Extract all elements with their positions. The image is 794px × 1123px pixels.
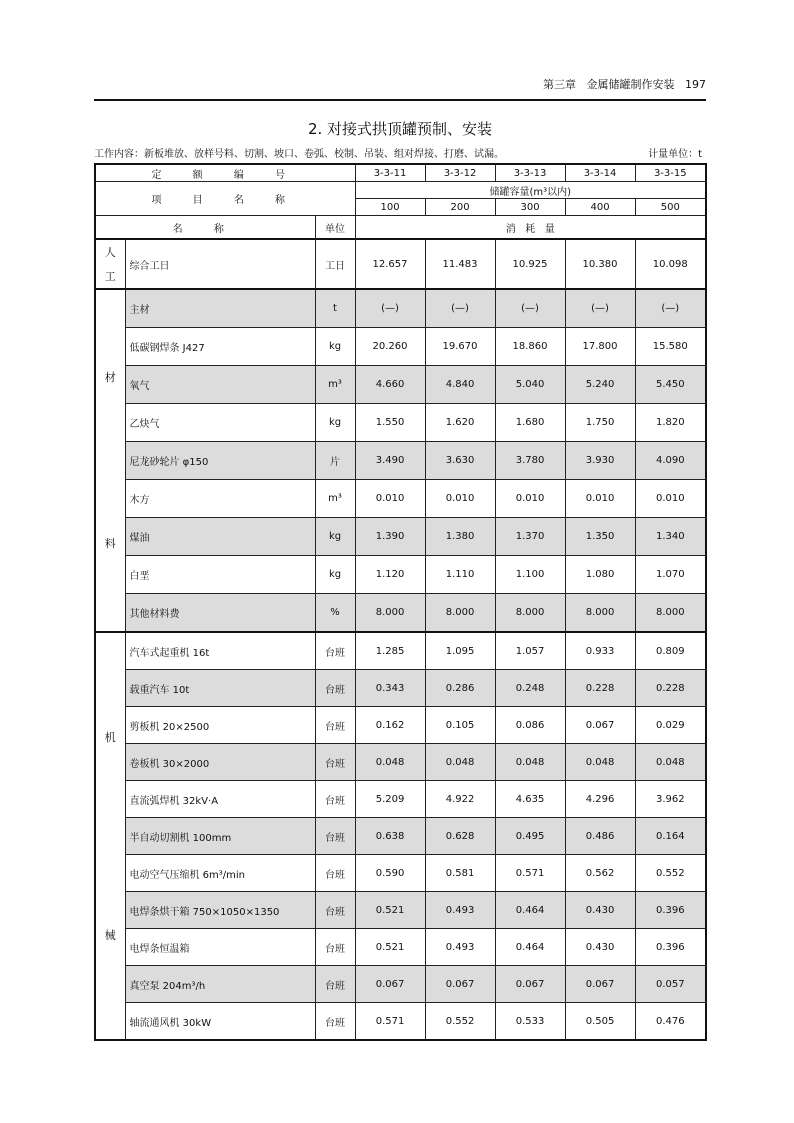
consumption-value: 0.048 [635, 744, 706, 781]
consumption-value: 0.396 [635, 892, 706, 929]
consumption-value: 0.495 [495, 818, 565, 855]
consumption-value: 0.010 [425, 480, 495, 518]
consumption-value: 3.780 [495, 442, 565, 480]
consumption-value: 0.067 [565, 966, 635, 1003]
consumption-value: 0.628 [425, 818, 495, 855]
name-column-header: 名 称 [95, 216, 315, 240]
table-row [95, 670, 706, 707]
consumption-value: 0.552 [635, 855, 706, 892]
item-unit: 工日 [315, 239, 355, 289]
category-cell [95, 632, 125, 1040]
item-unit: m³ [315, 366, 355, 404]
consumption-value: 1.070 [635, 556, 706, 594]
consumption-value: 4.296 [565, 781, 635, 818]
consumption-value: 1.100 [495, 556, 565, 594]
item-name: 白垩 [125, 556, 315, 594]
quota-code: 3-3-12 [425, 164, 495, 182]
item-unit: kg [315, 518, 355, 556]
measurement-unit: 计量单位：t [648, 149, 702, 160]
category-label: 械 [104, 928, 116, 942]
table-row [95, 1003, 706, 1041]
item-unit: 台班 [315, 1003, 355, 1041]
consumption-value: 10.380 [565, 239, 635, 289]
item-name: 轴流通风机 30kW [125, 1003, 315, 1041]
category-label: 工 [104, 269, 116, 283]
category-label: 人 [104, 245, 116, 259]
consumption-value: 4.840 [425, 366, 495, 404]
consumption-value: 0.486 [565, 818, 635, 855]
item-name-label: 项 目 名 称 [95, 182, 355, 216]
capacity-value: 400 [565, 199, 635, 216]
item-unit: 台班 [315, 632, 355, 670]
table-row [95, 289, 706, 328]
consumption-value: 0.086 [495, 707, 565, 744]
item-name: 煤油 [125, 518, 315, 556]
table-row [95, 442, 706, 480]
table-row [95, 239, 706, 289]
consumption-value: 17.800 [565, 328, 635, 366]
item-name: 剪板机 20×2500 [125, 707, 315, 744]
item-name: 尼龙砂轮片 φ150 [125, 442, 315, 480]
consumption-value: (—) [565, 289, 635, 328]
consumption-value: 4.635 [495, 781, 565, 818]
consumption-value: 1.390 [355, 518, 425, 556]
consumption-value: 10.925 [495, 239, 565, 289]
consumption-value: 15.580 [635, 328, 706, 366]
consumption-value: 0.430 [565, 929, 635, 966]
consumption-value: 3.962 [635, 781, 706, 818]
quota-code: 3-3-15 [635, 164, 706, 182]
item-unit: 台班 [315, 929, 355, 966]
consumption-value: 0.590 [355, 855, 425, 892]
consumption-value: 0.010 [495, 480, 565, 518]
table-row [95, 966, 706, 1003]
item-unit: kg [315, 404, 355, 442]
item-name: 综合工日 [125, 239, 315, 289]
consumption-value: 1.750 [565, 404, 635, 442]
consumption-value: 0.105 [425, 707, 495, 744]
consumption-value: 3.930 [565, 442, 635, 480]
item-unit: 台班 [315, 781, 355, 818]
category-label: 机 [104, 730, 116, 744]
item-unit: 台班 [315, 855, 355, 892]
consumption-value: 1.370 [495, 518, 565, 556]
table-row [95, 594, 706, 633]
consumption-value: 0.164 [635, 818, 706, 855]
consumption-value: 1.680 [495, 404, 565, 442]
item-unit: 台班 [315, 966, 355, 1003]
page-header [94, 74, 706, 94]
consumption-value: 0.396 [635, 929, 706, 966]
table-row [95, 707, 706, 744]
consumption-value: 1.120 [355, 556, 425, 594]
consumption-value: 0.228 [565, 670, 635, 707]
work-content-line [94, 145, 706, 159]
consumption-value: 0.476 [635, 1003, 706, 1041]
consumption-value: 0.581 [425, 855, 495, 892]
category-cell [95, 289, 125, 632]
item-unit: 台班 [315, 707, 355, 744]
consumption-value: 4.660 [355, 366, 425, 404]
consumption-value: 5.450 [635, 366, 706, 404]
consumption-value: 0.571 [495, 855, 565, 892]
item-name: 木方 [125, 480, 315, 518]
item-name: 直流弧焊机 32kV·A [125, 781, 315, 818]
item-name: 其他材料费 [125, 594, 315, 633]
consumption-value: 0.228 [635, 670, 706, 707]
consumption-value: 0.571 [355, 1003, 425, 1041]
header-rule [94, 99, 706, 101]
consumption-value: 12.657 [355, 239, 425, 289]
consumption-value: 1.380 [425, 518, 495, 556]
table-row [95, 556, 706, 594]
consumption-value: 1.080 [565, 556, 635, 594]
table-row [95, 818, 706, 855]
consumption-value: 19.670 [425, 328, 495, 366]
quota-code: 3-3-14 [565, 164, 635, 182]
capacity-label: 储罐容量(m³以内) [355, 182, 706, 199]
consumption-value: 0.464 [495, 892, 565, 929]
item-name: 主材 [125, 289, 315, 328]
quota-code: 3-3-13 [495, 164, 565, 182]
consumption-value: 0.521 [355, 892, 425, 929]
consumption-value: 0.521 [355, 929, 425, 966]
consumption-value: 8.000 [495, 594, 565, 633]
consumption-value: 10.098 [635, 239, 706, 289]
item-name: 载重汽车 10t [125, 670, 315, 707]
table-row [95, 781, 706, 818]
category-cell [95, 239, 125, 289]
item-name: 半自动切割机 100mm [125, 818, 315, 855]
item-name: 电动空气压缩机 6m³/min [125, 855, 315, 892]
consumption-value: 0.638 [355, 818, 425, 855]
consumption-value: 11.483 [425, 239, 495, 289]
item-name: 乙炔气 [125, 404, 315, 442]
category-label: 材 [104, 370, 116, 384]
item-name: 电焊条恒温箱 [125, 929, 315, 966]
capacity-value: 500 [635, 199, 706, 216]
consumption-value: 0.505 [565, 1003, 635, 1041]
consumption-value: 1.340 [635, 518, 706, 556]
work-content: 工作内容：新板堆放、放样号料、切割、坡口、卷弧、校制、吊装、组对焊接、打磨、试漏。 [94, 149, 504, 160]
item-unit: 台班 [315, 670, 355, 707]
consumption-value: 0.029 [635, 707, 706, 744]
consumption-value: 8.000 [425, 594, 495, 633]
consumption-value: 8.000 [635, 594, 706, 633]
consumption-value: 3.490 [355, 442, 425, 480]
table-row [95, 366, 706, 404]
consumption-value: 0.067 [425, 966, 495, 1003]
consumption-value: (—) [635, 289, 706, 328]
section-title: 2. 对接式拱顶罐预制、安装 [307, 120, 493, 138]
item-unit: m³ [315, 480, 355, 518]
chapter-running-head: 第三章 金属储罐制作安装 197 [543, 78, 706, 91]
item-unit: 片 [315, 442, 355, 480]
item-unit: 台班 [315, 818, 355, 855]
item-name: 真空泵 204m³/h [125, 966, 315, 1003]
item-name: 汽车式起重机 16t [125, 632, 315, 670]
consumption-value: 0.430 [565, 892, 635, 929]
consumption-value: 5.209 [355, 781, 425, 818]
consumption-value: 0.067 [355, 966, 425, 1003]
item-name: 氧气 [125, 366, 315, 404]
consumption-value: 0.552 [425, 1003, 495, 1041]
item-unit: 台班 [315, 744, 355, 781]
consumption-value: 20.260 [355, 328, 425, 366]
consumption-value: 4.090 [635, 442, 706, 480]
consumption-value: (—) [425, 289, 495, 328]
table-row [95, 518, 706, 556]
consumption-value: 0.562 [565, 855, 635, 892]
consumption-value: 0.162 [355, 707, 425, 744]
table-row [95, 480, 706, 518]
consumption-value: 1.620 [425, 404, 495, 442]
consumption-value: (—) [495, 289, 565, 328]
consumption-value: 1.350 [565, 518, 635, 556]
table-row [95, 404, 706, 442]
consumption-value: 1.110 [425, 556, 495, 594]
consumption-value: 8.000 [565, 594, 635, 633]
consumption-value: 8.000 [355, 594, 425, 633]
table-row [95, 632, 706, 670]
consumption-value: 0.048 [425, 744, 495, 781]
consumption-value: 0.067 [565, 707, 635, 744]
consumption-header: 消 耗 量 [355, 216, 706, 240]
item-name: 卷板机 30×2000 [125, 744, 315, 781]
consumption-value: 5.240 [565, 366, 635, 404]
consumption-value: 0.493 [425, 929, 495, 966]
consumption-value: 18.860 [495, 328, 565, 366]
consumption-value: 3.630 [425, 442, 495, 480]
quota-table [94, 163, 707, 1041]
unit-column-header: 单位 [315, 216, 355, 240]
quota-code-label: 定 额 编 号 [95, 164, 355, 182]
table-row [95, 892, 706, 929]
item-unit: % [315, 594, 355, 633]
capacity-value: 200 [425, 199, 495, 216]
consumption-value: 1.095 [425, 632, 495, 670]
capacity-value: 100 [355, 199, 425, 216]
consumption-value: 1.820 [635, 404, 706, 442]
consumption-value: 0.010 [565, 480, 635, 518]
consumption-value: 0.248 [495, 670, 565, 707]
consumption-value: 0.067 [495, 966, 565, 1003]
item-name: 电焊条烘干箱 750×1050×1350 [125, 892, 315, 929]
consumption-value: 0.286 [425, 670, 495, 707]
consumption-value: 1.057 [495, 632, 565, 670]
consumption-value: (—) [355, 289, 425, 328]
item-unit: t [315, 289, 355, 328]
consumption-value: 0.809 [635, 632, 706, 670]
consumption-value: 0.493 [425, 892, 495, 929]
consumption-value: 0.048 [355, 744, 425, 781]
table-row [95, 929, 706, 966]
consumption-value: 4.922 [425, 781, 495, 818]
consumption-value: 0.933 [565, 632, 635, 670]
item-unit: kg [315, 556, 355, 594]
item-unit: kg [315, 328, 355, 366]
item-name: 低碳钢焊条 J427 [125, 328, 315, 366]
consumption-value: 0.010 [635, 480, 706, 518]
table-row [95, 328, 706, 366]
category-label: 料 [104, 537, 116, 551]
table-row [95, 855, 706, 892]
consumption-value: 0.048 [495, 744, 565, 781]
consumption-value: 0.464 [495, 929, 565, 966]
consumption-value: 0.057 [635, 966, 706, 1003]
consumption-value: 0.343 [355, 670, 425, 707]
consumption-value: 5.040 [495, 366, 565, 404]
quota-code: 3-3-11 [355, 164, 425, 182]
consumption-value: 1.285 [355, 632, 425, 670]
capacity-value: 300 [495, 199, 565, 216]
consumption-value: 1.550 [355, 404, 425, 442]
consumption-value: 0.533 [495, 1003, 565, 1041]
consumption-value: 0.048 [565, 744, 635, 781]
item-unit: 台班 [315, 892, 355, 929]
consumption-value: 0.010 [355, 480, 425, 518]
table-row [95, 744, 706, 781]
